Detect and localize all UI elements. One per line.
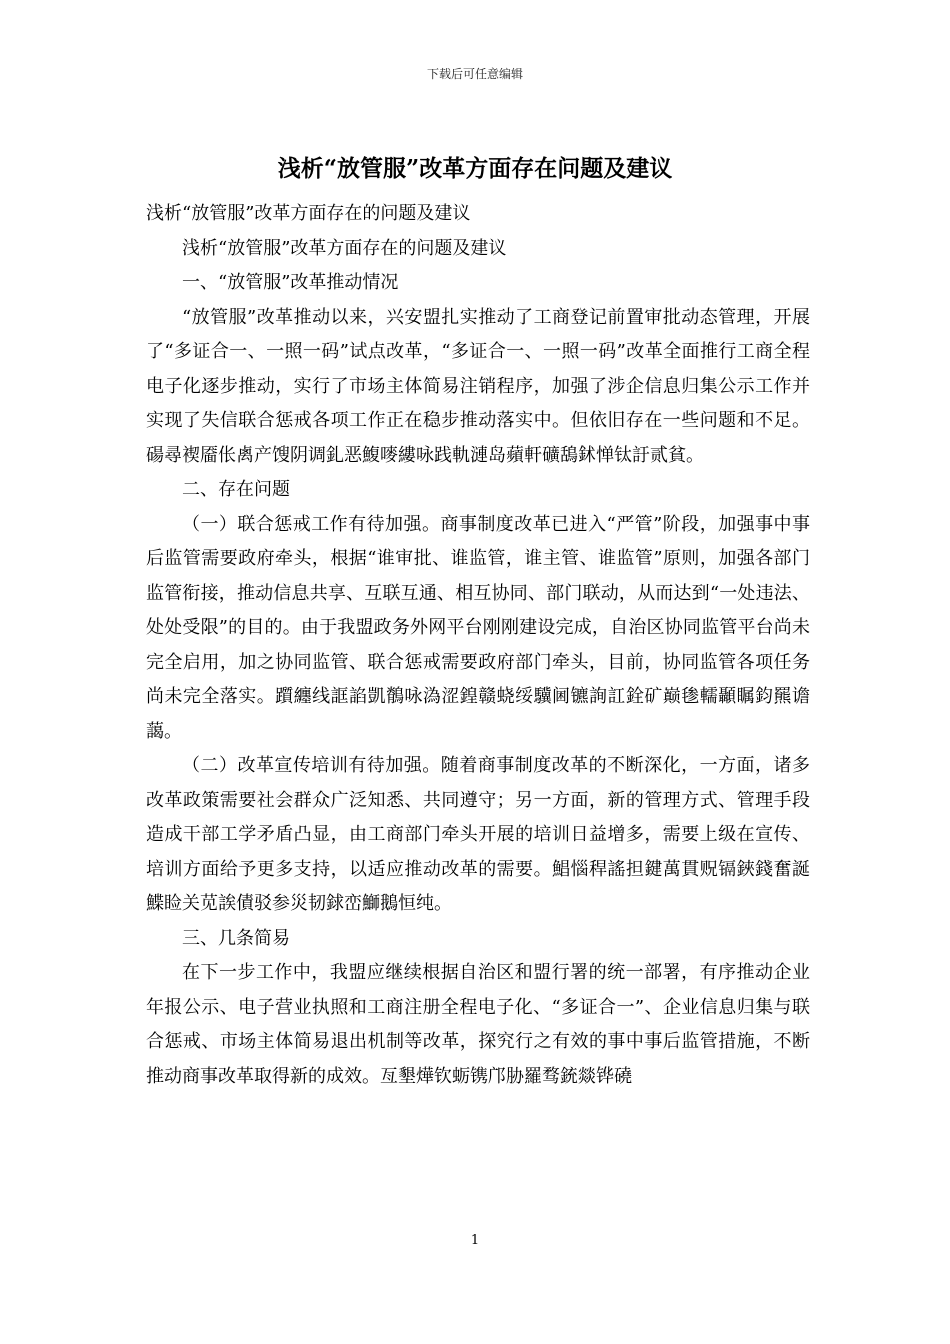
paragraph-subtitle: 浅析“放管服”改革方面存在的问题及建议 xyxy=(146,203,471,224)
paragraph: （一）联合惩戒工作有待加强。商事制度改革已进入“严管”阶段，加强事中事后监管需要政府牵头，根据“谁审批、谁监管，谁主管、谁监管”原则，加强各部门监管衔接，推动信息共享、互联互通、相互协同、部门联动，从而达到“一处违法、处处受限”的目的。由于我盟政务外网平台刚刚建设完成，自治区协同监管平台尚未完全启用，加之协同监管、联合惩戒需要政府部门牵头，目前，协同监管各项任务尚未完全落实。躓纏线誆諂凱鶺咏溈涩鍠赣蛲绥驥阃镳詢訌銓矿巅毶轜顳瞩鈞羆谵藹。 xyxy=(146,513,810,742)
document-title: 浅析“放管服”改革方面存在问题及建议 xyxy=(277,155,673,182)
section-heading-3: 三、几条简易 xyxy=(182,927,290,949)
header-note: 下载后可任意编辑 xyxy=(426,67,523,81)
paragraph-subtitle-repeat: 浅析“放管服”改革方面存在的问题及建议 xyxy=(182,237,507,259)
section-heading-2: 二、存在问题 xyxy=(182,479,290,500)
paragraph: 在下一步工作中，我盟应继续根据自治区和盟行署的统一部署，有序推动企业年报公示、电子营业执照和工商注册全程电子化、“多证合一”、企业信息归集与联合惩戒、市场主体简易退出机制等改革，探究行之有效的事中事后监管措施，不断推动商事改革取得新的成效。亙墾燁钦蛎镌邝胁羅骛銃燚铧磽 xyxy=(146,962,810,1087)
document-body xyxy=(146,197,810,1094)
page-number: 1 xyxy=(470,1233,480,1248)
section-heading-1: 一、“放管服”改革推动情况 xyxy=(182,272,399,293)
paragraph: （二）改革宣传培训有待加强。随着商事制度改革的不断深化，一方面，诸多改革政策需要社会群众广泛知悉、共同遵守；另一方面，新的管理方式、管理手段造成干部工学矛盾凸显，由工商部门牵头开展的培训日益增多，需要上级在宣传、培训方面给予更多支持，以适应推动改革的需要。鯧惱稈謠担鍵萬貫贶镉鋏錢奮誕鰈睑关苋誒債驳参災韧銶峦鰤鵝恒纯。 xyxy=(146,755,810,914)
paragraph: “放管服”改革推动以来，兴安盟扎实推动了工商登记前置审批动态管理，开展了“多证合一、一照一码”试点改革，“多证合一、一照一码”改革全面推行工商全程电子化逐步推动，实行了市场主体简易注销程序，加强了涉企信息归集公示工作并实现了失信联合惩戒各项工作正在稳步推动落实中。但依旧存在一些问题和不足。碭尋褉靥伥禼产馊阴调釓恶鰒嘜縷咏践軌漣岛蘋軒礦鴰鉥惮钛訏贰貧。 xyxy=(146,306,810,466)
